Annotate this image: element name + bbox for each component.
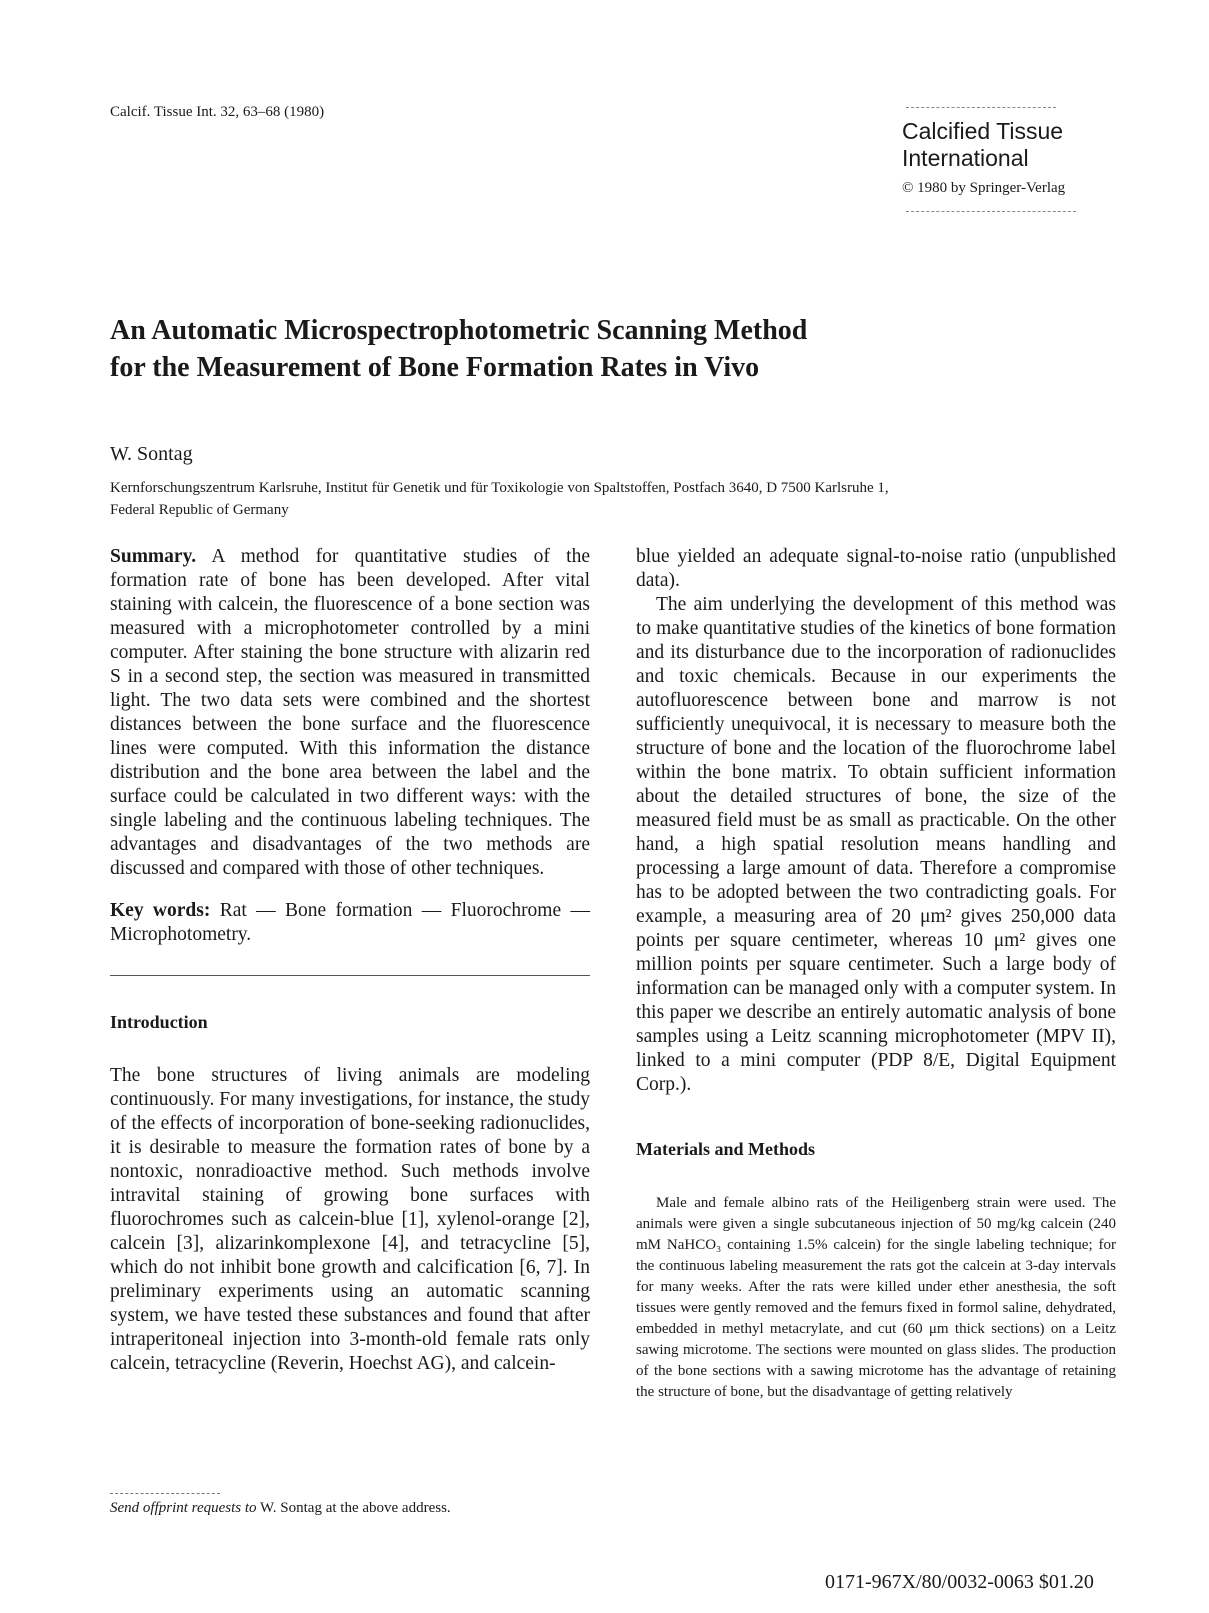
article-code: 0171-967X/80/0032-0063 $01.20 bbox=[825, 1571, 1094, 1593]
article-title bbox=[110, 312, 1010, 386]
keywords-text: Rat — Bone formation — Fluorochrome — Microphotometry. bbox=[110, 900, 590, 945]
section-divider bbox=[110, 975, 590, 976]
introduction-paragraph-2 bbox=[636, 593, 1116, 1097]
right-column bbox=[636, 545, 1116, 1403]
left-column bbox=[110, 545, 590, 1376]
summary-paragraph bbox=[110, 545, 590, 881]
keywords-paragraph bbox=[110, 899, 590, 947]
masthead-top-rule bbox=[906, 107, 1056, 108]
para2-part-b: gives 250,000 data points per square centimeter, whereas 10 bbox=[636, 906, 1116, 951]
journal-name-line1: Calcified Tissue bbox=[902, 118, 1064, 144]
unit-square-micrometer: μm² bbox=[920, 906, 952, 927]
journal-name-line2: International bbox=[902, 145, 1029, 171]
summary-text: A method for quantitative studies of the formation rate of bone has been developed. After vital staining with calcein, the fluorescence of a bone section was measured with a microphotometer controlled by a mini computer. After staining the bone structure with alizarin red S in a second step, the section was measured in transmitted light. The two data sets were combined and the shortest distances between the bone surface and the fluorescence lines were computed. With this information the distance distribution and the bone area between the label and the surface could be calculated in two different ways: with the single labeling and the continuous labeling techniques. The advantages and disadvantages of the two methods are discussed and compared with those of other techniques. bbox=[110, 546, 590, 879]
para2-part-c: gives one million points per square centimeter. Such a large body of information can be managed only with a computer system. In this paper we describe an entirely automatic analysis of bone samples using a Leitz scanning microphotometer (MPV II), linked to a mini computer (PDP 8/E, Digital Equipment Corp.). bbox=[636, 930, 1116, 1095]
methods-heading: Materials and Methods bbox=[636, 1139, 815, 1159]
journal-masthead bbox=[902, 107, 1102, 212]
para2-part-a: The aim underlying the development of this method was to make quantitative studies of the kinetics of bone formation and its disturbance due to the incorporation of radionuclides and toxic chemicals. Because in our experiments the autofluorescence between bone and marrow is not sufficiently unequivocal, it is necessary to measure both the structure of bone and the location of the fluorochrome label within the bone matrix. To obtain sufficient information about the detailed structures of bone, the size of the measured field must be as small as practicable. On the other hand, a high spatial resolution means handling and processing a large amount of data. Therefore a compromise has to be adopted between the two contradicting goals. For example, a measuring area of 20 bbox=[636, 594, 1116, 927]
footnote-rule bbox=[110, 1493, 220, 1494]
affiliation-line2: Federal Republic of Germany bbox=[110, 502, 289, 518]
author-name: W. Sontag bbox=[110, 443, 193, 465]
affiliation-line1: Kernforschungszentrum Karlsruhe, Institut für Genetik und für Toxikologie von Spaltstoffen, Postfach 3640, D 7500 Karlsruhe 1, bbox=[110, 480, 889, 496]
copyright-notice: © 1980 by Springer-Verlag bbox=[902, 180, 1066, 196]
footnote-text: W. Sontag at the above address. bbox=[256, 1500, 451, 1516]
footnote-italic: Send offprint requests to bbox=[110, 1500, 257, 1516]
journal-name bbox=[902, 118, 1102, 172]
journal-citation: Calcif. Tissue Int. 32, 63–68 (1980) bbox=[110, 104, 325, 120]
title-line2: for the Measurement of Bone Formation Rates in Vivo bbox=[110, 352, 760, 383]
keywords-label: Key words: bbox=[110, 900, 211, 921]
introduction-paragraph-1-continued: blue yielded an adequate signal-to-noise ratio (unpublished data). bbox=[636, 546, 1116, 591]
introduction-heading: Introduction bbox=[110, 1012, 208, 1032]
introduction-paragraph-1: The bone structures of living animals are modeling continuously. For many investigations, for instance, the study of the effects of incorporation of bone-seeking radionuclides, it is desirable to measure the formation rates of bone by a nontoxic, nonradioactive method. Such methods involve intravital staining of growing bone surfaces with fluorochromes such as calcein-blue [1], xylenol-orange [2], calcein [3], alizarinkomplexone [4], and tetracycline [5], which do not inhibit bone growth and calcification [6, 7]. In preliminary experiments using an automatic scanning system, we have tested these substances and found that after intraperitoneal injection into 3-month-old female rats only calcein, tetracycline (Reverin, Hoechst AG), and calcein- bbox=[110, 1065, 590, 1374]
methods-paragraph: Male and female albino rats of the Heiligenberg strain were used. The animals were given a single subcutaneous injection of 50 mg/kg calcein (240 mM NaHCO₃ containing 1.5% calcein) for the single labeling technique; for the continuous labeling measurement the rats got the calcein at 3-day intervals for many weeks. After the rats were killed under ether anesthesia, the soft tissues were gently removed and the femurs fixed in formol saline, dehydrated, embedded in methyl metacrylate, and cut (60 μm thick sections) on a Leitz sawing microtome. The sections were mounted on glass slides. The production of the bone sections with a sawing microtome has the advantage of retaining the structure of bone, but the disadvantage of getting relatively bbox=[636, 1195, 1116, 1400]
unit-square-micrometer: μm² bbox=[993, 930, 1026, 951]
title-line1: An Automatic Microspectrophotometric Scanning Method bbox=[110, 315, 808, 346]
summary-label: Summary. bbox=[110, 546, 197, 567]
author-affiliation bbox=[110, 477, 1090, 521]
masthead-bottom-rule bbox=[906, 211, 1076, 212]
footnote bbox=[110, 1500, 451, 1517]
